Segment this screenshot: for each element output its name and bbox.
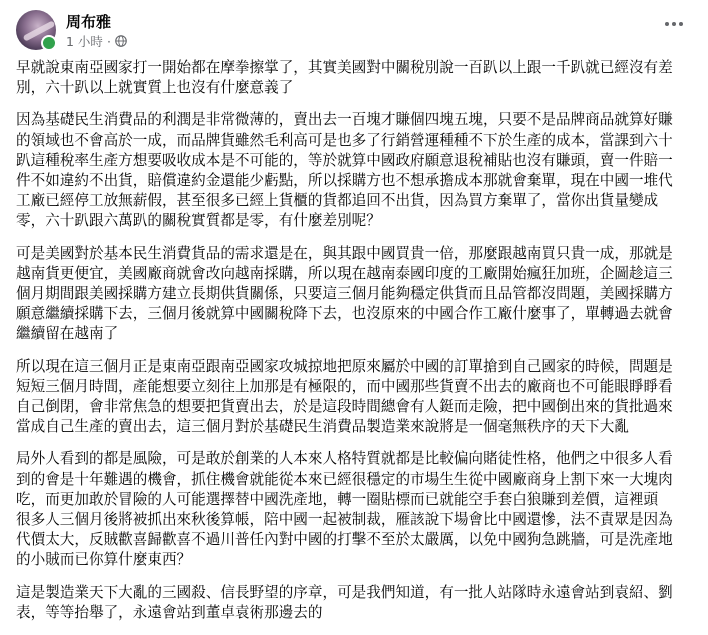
post-paragraph: 早就說東南亞國家打一開始都在摩拳擦掌了，其實美國對中關稅別說一百趴以上跟一千趴就已經沒有差 別，六十趴以上就實質上也沒有什麼意義了 — [16, 59, 673, 97]
more-options-icon[interactable] — [656, 12, 692, 36]
post-paragraph: 這是製造業天下大亂的三國殺、信長野望的序章，可是我們知道，有一批人站隊時永遠會站到袁紹、劉 表，等等抬舉了，永遠會站到董卓袁術那邊去的 — [16, 583, 673, 621]
meta-separator: · — [106, 33, 111, 49]
post-body — [16, 58, 692, 635]
post-paragraph: 局外人看到的都是風險，可是敢於創業的人本來人格特質就都是比較偏向賭徒性格，他們之中很多人看 到的會是十年難遇的機會，抓住機會就能從本來已經很穩定的市場生生從中國廠商身上割下來一大塊肉 吃，而更加敢於冒險的人可能選擇替中國洗產地，轉一圈貼標而已就能空手套白狼賺到差價，這裡頭 很多人三個月後將被抓出來秋後算帳，陪中國一起被制裁，雁該說下場會比中國還慘，法不責眾是因為 代價太大，反賊歡喜歸歡喜不過川普任內對中國的打擊不至於太嚴厲，以免中國狗急跳牆，可是洗產地 的小賊而已你算什麼東西？ — [16, 450, 673, 569]
post-paragraph: 所以現在這三個月正是東南亞跟南亞國家攻城掠地把原來屬於中國的訂單搶到自己國家的時候，問題是 短短三個月時間，產能想要立刻往上加那是有極限的，而中國那些貨賣不出去的廠商也不可能眼睜睜看 自己倒閉，會非常焦急的想要把貨賣出去，於是這段時間總會有人鋌而走險，把中國倒出來的貨批過來 當成自己生產的賣出去，這三個月對於基礎民生消費品製造業來說將是一個毫無秩序的天下大亂 — [16, 357, 673, 436]
post-timestamp[interactable]: 1 小時 — [66, 34, 103, 49]
post-header — [16, 10, 692, 52]
globe-icon[interactable] — [115, 35, 127, 47]
online-status-icon — [41, 35, 57, 51]
post-meta — [66, 32, 127, 50]
avatar[interactable] — [16, 10, 56, 50]
author-name[interactable]: 周布雅 — [66, 13, 112, 31]
post-paragraph: 因為基礎民生消費品的利潤是非常微薄的，賣出去一百塊才賺個四塊五塊，只要不是品牌商品就算好賺 的領域也不會高於一成，而品牌貨雖然毛利高可是也多了行銷營運種種不下於生產的成本，當課到六十 趴這種稅率生產方想要吸收成本是不可能的，等於就算中國政府願意退稅補貼也沒有賺頭，賣一件賠一 件不如違約不出貨，賠償違約金還能少虧點，所以採購方也不想承擔成本那就會棄單，現在中國一堆代 工廠已經停工放無薪假，甚至很多已經上貨櫃的貨都追回不出貨，因為買方棄單了，當你出貨量變成 零，六十趴跟六萬趴的關稅實質都是零，有什麼差別呢？ — [16, 111, 673, 230]
post-paragraph: 可是美國對於基本民生消費貨品的需求還是在，與其跟中國買貴一倍，那麼跟越南買只貴一成，那就是 越南貨更便宜，美國廠商就會改向越南採購，所以現在越南泰國印度的工廠開始瘋狂加班，企圖趁這三 個月期間跟美國採購方建立長期供貨關係，只要這三個月能夠穩定供貨而且品管都沒問題，美國採購方 願意繼續採購下去，三個月後就算中國關稅降下去，也沒原來的中國合作工廠什麼事了，單轉過去就會 繼續留在越南了 — [16, 244, 673, 343]
